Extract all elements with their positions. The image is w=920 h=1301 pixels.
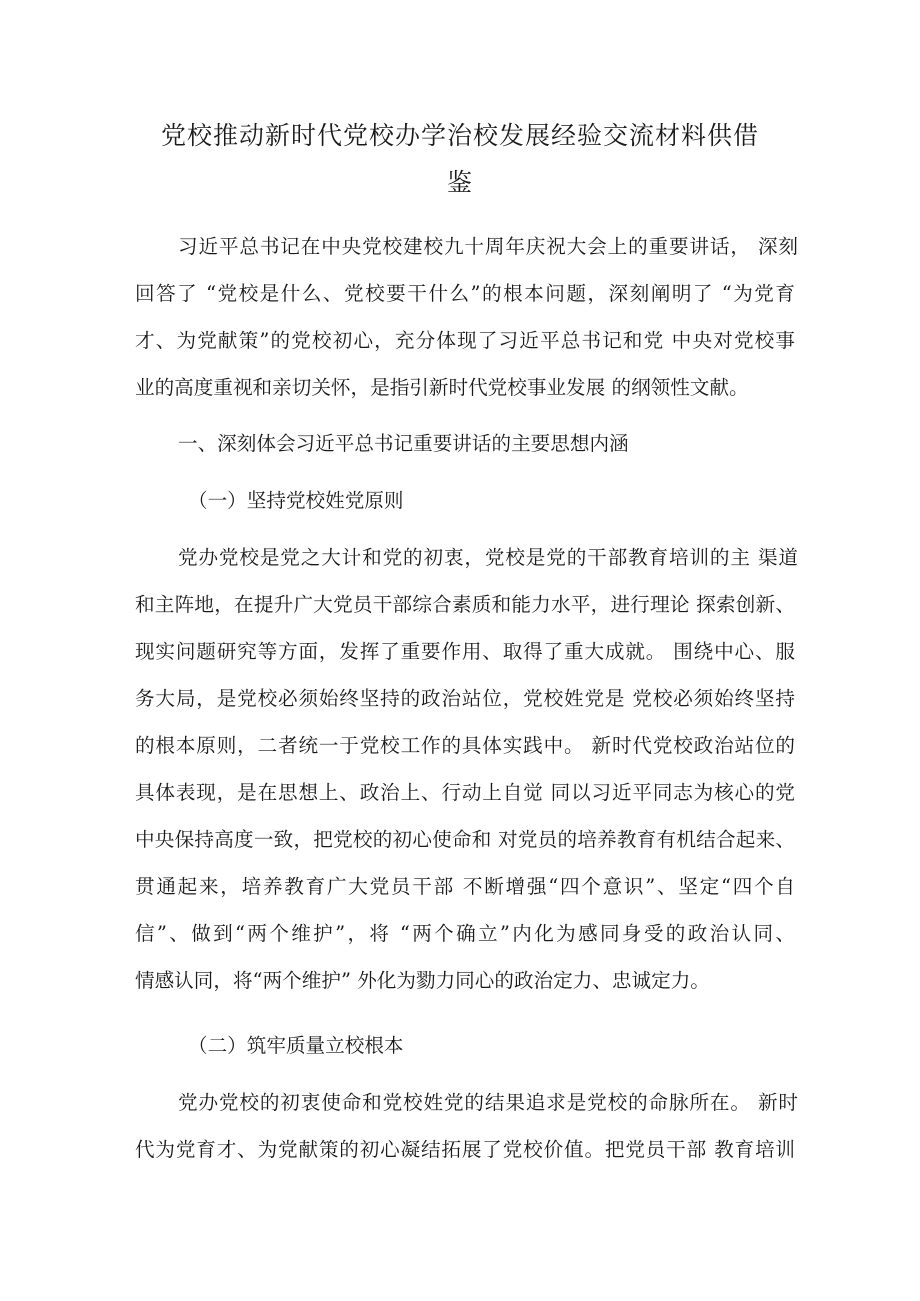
sub2-line-1: 党办党校的初衷使命和党校姓党的结果追求是党校的命脉所在。 新时	[178, 1091, 798, 1114]
document-title-line-1: 党校推动新时代党校办学治校发展经验交流材料供借	[160, 121, 759, 150]
sub1-line-3: 现实问题研究等方面，发挥了重要作用、取得了重大成就。 围绕中心、服	[135, 640, 795, 663]
sub1-line-6: 具体表现，是在思想上、政治上、行动上自觉 同以习近平同志为核心的党	[135, 781, 795, 804]
intro-line-1: 习近平总书记在中央党校建校九十周年庆祝大会上的重要讲话， 深刻	[178, 235, 798, 258]
intro-line-4: 业的高度重视和亲切关怀，是指引新时代党校事业发展 的纲领性文献。	[135, 376, 749, 399]
sub1-line-4: 务大局，是党校必须始终坚持的政治站位，党校姓党是 党校必须始终坚持	[135, 687, 795, 710]
intro-line-3: 才、为党献策”的党校初心，充分体现了习近平总书记和党 中央对党校事	[135, 329, 795, 352]
document-title-line-2: 鉴	[446, 168, 473, 197]
sub1-line-5: 的根本原则，二者统一于党校工作的具体实践中。 新时代党校政治站位的	[135, 734, 795, 757]
sub1-line-1: 党办党校是党之大计和党的初衷，党校是党的干部教育培训的主 渠道	[178, 546, 798, 569]
sub1-line-10: 情感认同，将“两个维护” 外化为勠力同心的政治定力、忠诚定力。	[135, 969, 710, 992]
sub1-line-2: 和主阵地，在提升广大党员干部综合素质和能力水平，进行理论 探索创新、	[135, 593, 795, 616]
intro-line-2: 回答了 “党校是什么、党校要干什么”的根本问题，深刻阐明了 “为党育	[135, 282, 795, 305]
sub1-line-9: 信”、做到“两个维护”，将 “两个确立”内化为感同身受的政治认同、	[135, 922, 795, 945]
subsection-2-heading: （二）筑牢质量立校根本	[188, 1034, 404, 1057]
sub2-line-2: 代为党育才、为党献策的初心凝结拓展了党校价值。把党员干部 教育培训	[135, 1138, 795, 1161]
sub1-line-8: 贯通起来，培养教育广大党员干部 不断增强“四个意识”、坚定“四个自	[135, 875, 795, 898]
section-1-heading: 一、深刻体会习近平总书记重要讲话的主要思想内涵	[178, 432, 629, 455]
sub1-line-7: 中央保持高度一致，把党校的初心使命和 对党员的培养教育有机结合起来、	[135, 828, 795, 851]
subsection-1-heading: （一）坚持党校姓党原则	[188, 489, 404, 512]
